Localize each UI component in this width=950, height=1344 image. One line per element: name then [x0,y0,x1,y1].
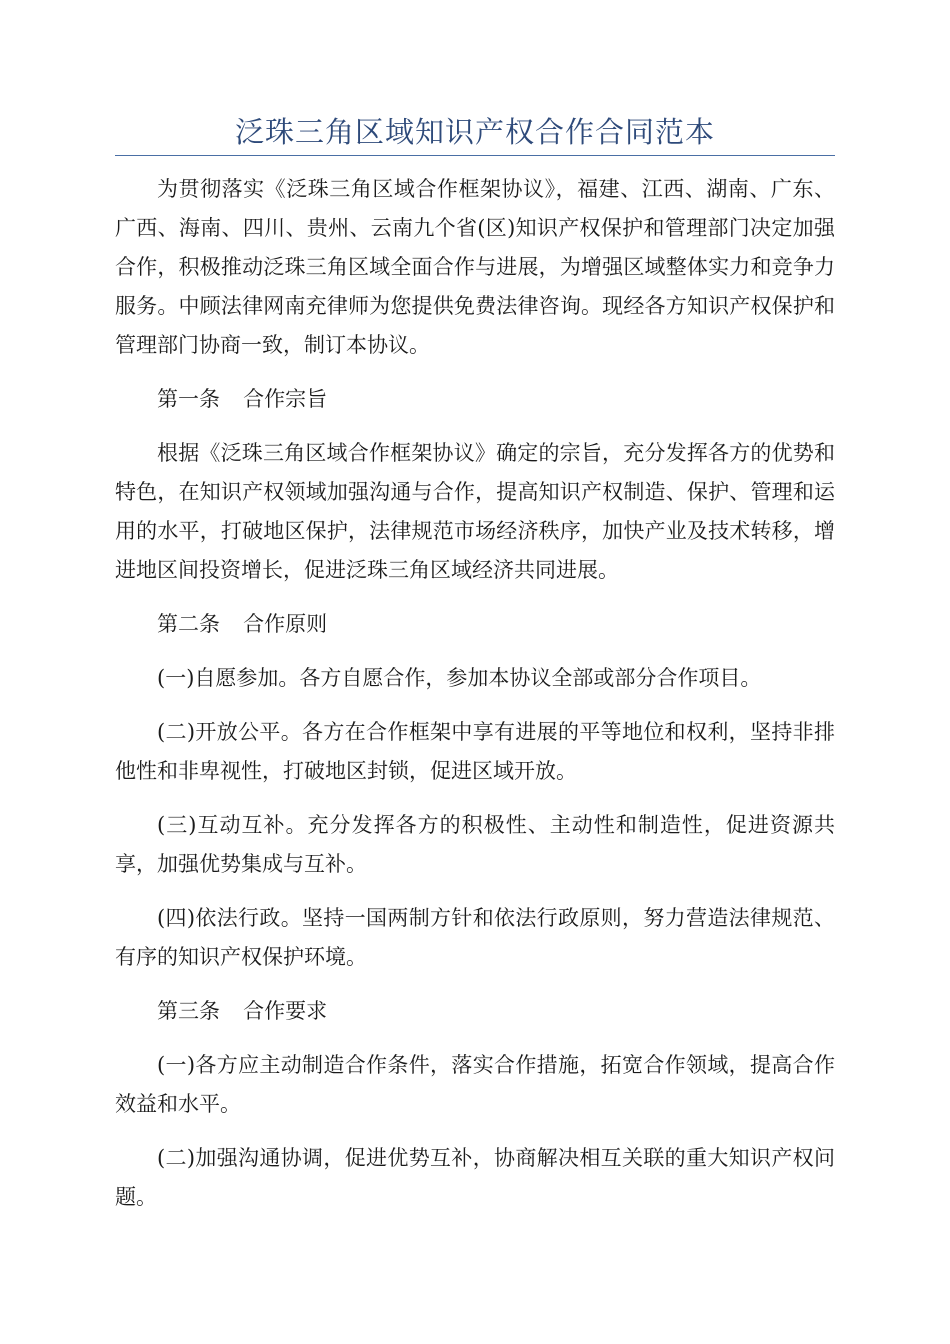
article-2-item-2: (二)开放公平。各方在合作框架中享有进展的平等地位和权利，坚持非排他性和非卑视性，打破地区封锁，促进区域开放。 [115,720,835,783]
article-2-number: 第二条 [157,612,220,636]
document-body [115,170,835,1232]
title-underline [115,155,835,156]
article-2-item-4: (四)依法行政。坚持一国两制方针和依法行政原则，努力营造法律规范、有序的知识产权保护环境。 [115,906,835,969]
article-1-heading [115,380,835,419]
article-1-name: 合作宗旨 [243,387,328,411]
article-3-name: 合作要求 [243,999,328,1023]
article-3-number: 第三条 [157,999,220,1023]
article-3-item-2: (二)加强沟通协调，促进优势互补，协商解决相互关联的重大知识产权问题。 [115,1146,835,1209]
article-3-item-1: (一)各方应主动制造合作条件，落实合作措施，拓宽合作领域，提高合作效益和水平。 [115,1053,835,1116]
intro-paragraph: 为贯彻落实《泛珠三角区域合作框架协议》，福建、江西、湖南、广东、广西、海南、四川、贵州、云南九个省(区)知识产权保护和管理部门决定加强合作，积极推动泛珠三角区域全面合作与进展，为增强区域整体实力和竞争力服务。中顾法律网南充律师为您提供免费法律咨询。现经各方知识产权保护和管理部门协商一致，制订本协议。 [115,177,835,357]
document-title: 泛珠三角区域知识产权合作合同范本 [234,115,715,149]
article-2-item-3: (三)互动互补。充分发挥各方的积极性、主动性和制造性，促进资源共享，加强优势集成与互补。 [115,813,835,876]
article-2-name: 合作原则 [243,612,328,636]
article-1-text: 根据《泛珠三角区域合作框架协议》确定的宗旨，充分发挥各方的优势和特色，在知识产权领域加强沟通与合作，提高知识产权制造、保护、管理和运用的水平，打破地区保护，法律规范市场经济秩序，加快产业及技术转移，增进地区间投资增长，促进泛珠三角区域经济共同进展。 [115,441,835,582]
article-2-item-1: (一)自愿参加。各方自愿合作，参加本协议全部或部分合作项目。 [157,666,762,690]
article-1-number: 第一条 [157,387,220,411]
article-3-heading [115,992,835,1031]
article-2-heading [115,605,835,644]
